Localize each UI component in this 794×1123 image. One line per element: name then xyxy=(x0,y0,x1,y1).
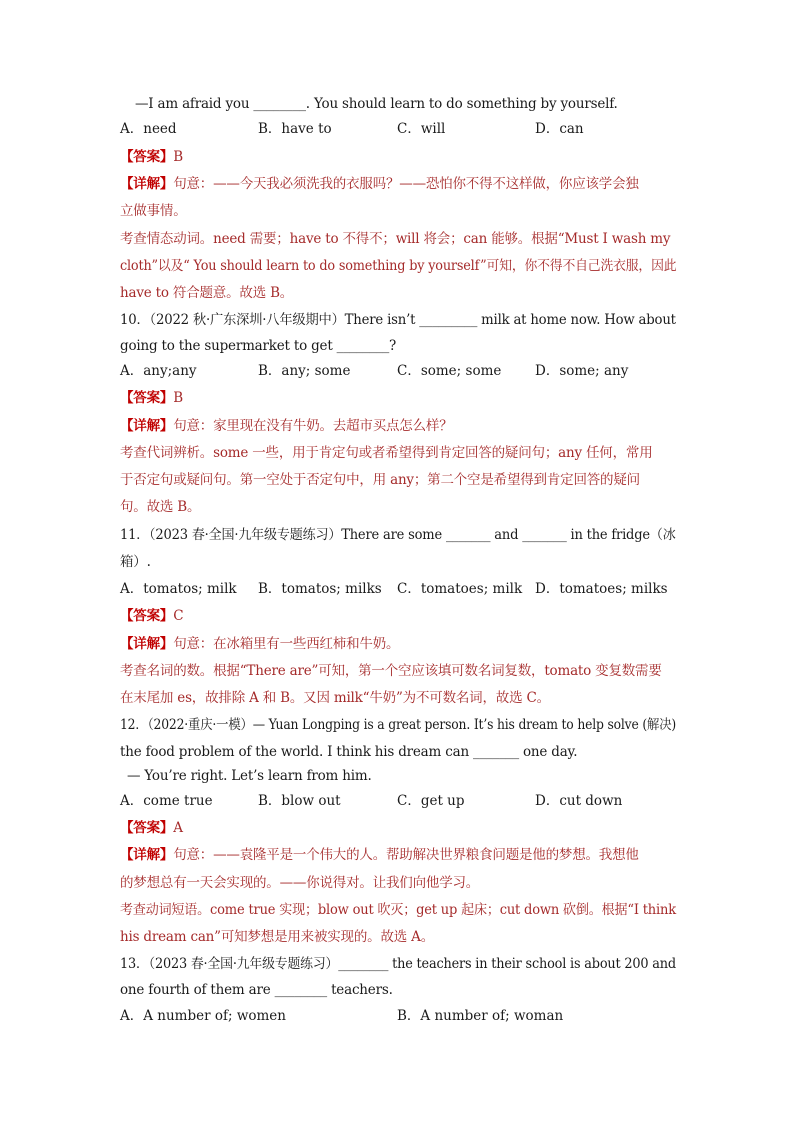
q11-option-a: A．tomatos; milk xyxy=(120,581,237,597)
q12-analysis-line1: 考查动词短语。come true 实现；blow out 吹灭；get up 起床；cut down 砍倒。根据“I think xyxy=(120,902,676,918)
q12-line1: 12．（2022·重庆·一模）— Yuan Longping is a great person. It’s his dream to help solve (解决) xyxy=(120,717,677,733)
detail-tag: 【详解】 xyxy=(120,176,174,192)
q10-line1: 10．（2022 秋·广东深圳·八年级期中）There isn’t _________ milk at home now. How about xyxy=(120,312,676,328)
q11-option-d: D．tomatoes; milks xyxy=(535,581,668,597)
answer-tag: 【答案】 xyxy=(120,390,174,406)
q9-detail-line1 xyxy=(120,175,639,193)
answer-value: A xyxy=(173,820,183,836)
q10-detail-line1 xyxy=(120,417,453,435)
q10-option-c: C．some; some xyxy=(397,363,502,379)
answer-value: B xyxy=(173,149,183,165)
q13-option-a: A．A number of; women xyxy=(120,1008,286,1024)
q9-answer-line xyxy=(120,148,183,166)
q11-option-b: B．tomatos; milks xyxy=(258,581,382,597)
q11-analysis-line2: 在末尾加 es，故排除 A 和 B。又因 milk“牛奶”为不可数名词，故选 C。 xyxy=(120,690,550,706)
detail-text: 句意：——袁隆平是一个伟大的人。帮助解决世界粮食问题是他的梦想。我想他 xyxy=(173,847,639,863)
q9-analysis-line1: 考查情态动词。need 需要；have to 不得不；will 将会；can 能够。根据“Must I wash my xyxy=(120,231,671,247)
q10-analysis-line1: 考查代词辨析。some 一些，用于肯定句或者希望得到肯定回答的疑问句；any 任何，常用 xyxy=(120,445,653,461)
q13-line2: one fourth of them are ________ teachers. xyxy=(120,982,393,998)
answer-tag: 【答案】 xyxy=(120,820,174,836)
answer-value: C xyxy=(173,608,184,624)
q9-option-b: B．have to xyxy=(258,121,332,137)
q9-option-d: D．can xyxy=(535,121,584,137)
detail-text: 句意：家里现在没有牛奶。去超市买点怎么样？ xyxy=(173,418,453,434)
q11-analysis-line1: 考查名词的数。根据“There are”可知，第一个空应该填可数名词复数，tomato 变复数需要 xyxy=(120,663,662,679)
q12-detail-line2: 的梦想总有一天会实现的。——你说得对。让我们向他学习。 xyxy=(120,875,480,891)
q12-option-b: B．blow out xyxy=(258,793,341,809)
answer-tag: 【答案】 xyxy=(120,608,174,624)
detail-tag: 【详解】 xyxy=(120,847,174,863)
detail-tag: 【详解】 xyxy=(120,636,174,652)
q13-option-b: B．A number of; woman xyxy=(397,1008,564,1024)
q11-detail-line1 xyxy=(120,635,399,653)
q12-analysis-line2: his dream can”可知梦想是用来被实现的。故选 A。 xyxy=(120,929,435,945)
q12-detail-line1 xyxy=(120,846,639,864)
answer-tag: 【答案】 xyxy=(120,149,174,165)
q12-option-c: C．get up xyxy=(397,793,465,809)
detail-text: 句意：——今天我必须洗我的衣服吗？——恐怕你不得不这样做，你应该学会独 xyxy=(173,176,639,192)
q11-line2: 箱）. xyxy=(120,554,151,570)
q12-option-a: A．come true xyxy=(120,793,213,809)
q10-option-a: A．any;any xyxy=(120,363,197,379)
q9-detail-line2: 立做事情。 xyxy=(120,203,187,219)
q9-line2: —I am afraid you ________. You should learn to do something by yourself. xyxy=(135,96,618,112)
q12-line2: the food problem of the world. I think his dream can _______ one day. xyxy=(120,744,578,760)
q9-analysis-line2: cloth”以及“ You should learn to do something by yourself”可知，你不得不自己洗衣服，因此 xyxy=(120,258,677,274)
q12-option-d: D．cut down xyxy=(535,793,623,809)
q12-answer-line xyxy=(120,819,183,837)
q9-analysis-line3: have to 符合题意。故选 B。 xyxy=(120,285,294,301)
q9-option-c: C．will xyxy=(397,121,446,137)
q10-line2: going to the supermarket to get ________? xyxy=(120,338,397,354)
q11-answer-line xyxy=(120,607,183,625)
q11-line1: 11．（2023 春·全国·九年级专题练习）There are some _______ and _______ in the fridge（冰 xyxy=(120,527,676,543)
q10-answer-line xyxy=(120,389,183,407)
q10-analysis-line2: 于否定句或疑问句。第一空处于否定句中，用 any；第二个空是希望得到肯定回答的疑问 xyxy=(120,472,640,488)
q10-option-b: B．any; some xyxy=(258,363,351,379)
q13-line1: 13．（2023 春·全国·九年级专题练习）________ the teachers in their school is about 200 and xyxy=(120,956,676,972)
q12-line3: — You’re right. Let’s learn from him. xyxy=(127,768,372,784)
q10-option-d: D．some; any xyxy=(535,363,629,379)
q9-option-a: A．need xyxy=(120,121,177,137)
answer-value: B xyxy=(173,390,183,406)
q10-analysis-line3: 句。故选 B。 xyxy=(120,499,201,515)
detail-text: 句意：在冰箱里有一些西红柿和牛奶。 xyxy=(173,636,400,652)
detail-tag: 【详解】 xyxy=(120,418,174,434)
q11-option-c: C．tomatoes; milk xyxy=(397,581,523,597)
